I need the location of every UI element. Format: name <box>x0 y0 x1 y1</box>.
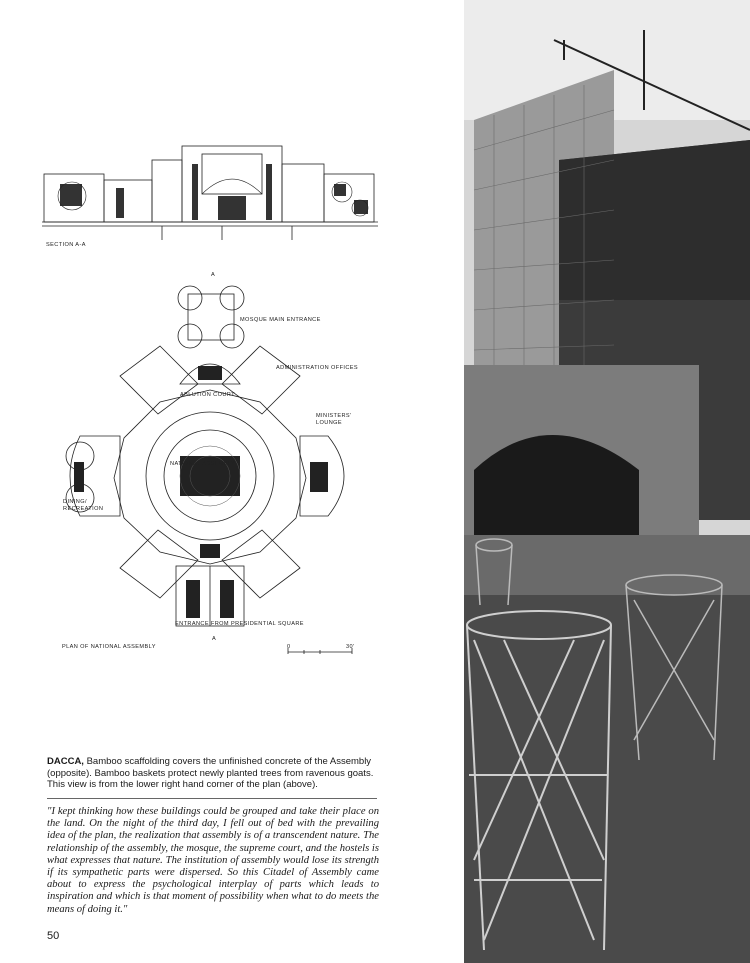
section-marker-bottom: A <box>212 636 217 642</box>
label-assembly: NATIONAL ASSEMBLY <box>170 461 236 467</box>
label-mosque: MOSQUE MAIN ENTRANCE <box>240 317 321 323</box>
label-admin: ADMINISTRATION OFFICES <box>276 365 359 371</box>
construction-photo <box>464 0 750 963</box>
page-number: 50 <box>47 930 60 942</box>
caption-body: Bamboo scaffolding covers the unfinished concrete of the Assembly (opposite). Bamboo baskets protect newly planted trees from ravenous goats. This view is from the lower right hand corner of the plan (above). <box>47 756 374 790</box>
label-dining-2: RECREATION <box>63 506 104 512</box>
label-ablution: ABLUTION COURT <box>180 392 235 398</box>
section-drawing <box>42 144 378 244</box>
divider <box>47 798 377 799</box>
scale-start: 0 <box>287 644 291 650</box>
section-label: SECTION A-A <box>46 242 86 248</box>
photo-caption <box>47 756 377 791</box>
label-dining-1: DINING/ <box>63 499 87 505</box>
scale-end: 30' <box>346 644 355 650</box>
section-marker-top: A <box>211 272 216 278</box>
kahn-quote: "I kept thinking how these buildings could be grouped and take their place on the land. On the night of the third day, I fell out of bed with the prevailing idea of the plan, the realization that assembly is of a transcendent nature. The relationship of the assembly, the mosque, the supreme court, and the hostels is what expresses that nature. The institution of assembly would lose its strength if its sympathetic parts were dispersed. So this Citadel of Assembly came about to express the psychological interplay of parts which leads to inspiration and which is that moment of possibility when what to do meets the means of doing it." <box>47 806 379 915</box>
caption-lead: DACCA, <box>47 756 84 767</box>
label-entrance: ENTRANCE FROM PRESIDENTIAL SQUARE <box>175 621 304 627</box>
plan-title: PLAN OF NATIONAL ASSEMBLY <box>62 644 156 650</box>
label-ministers-2: LOUNGE <box>316 420 343 426</box>
label-ministers-1: MINISTERS' <box>316 413 352 419</box>
